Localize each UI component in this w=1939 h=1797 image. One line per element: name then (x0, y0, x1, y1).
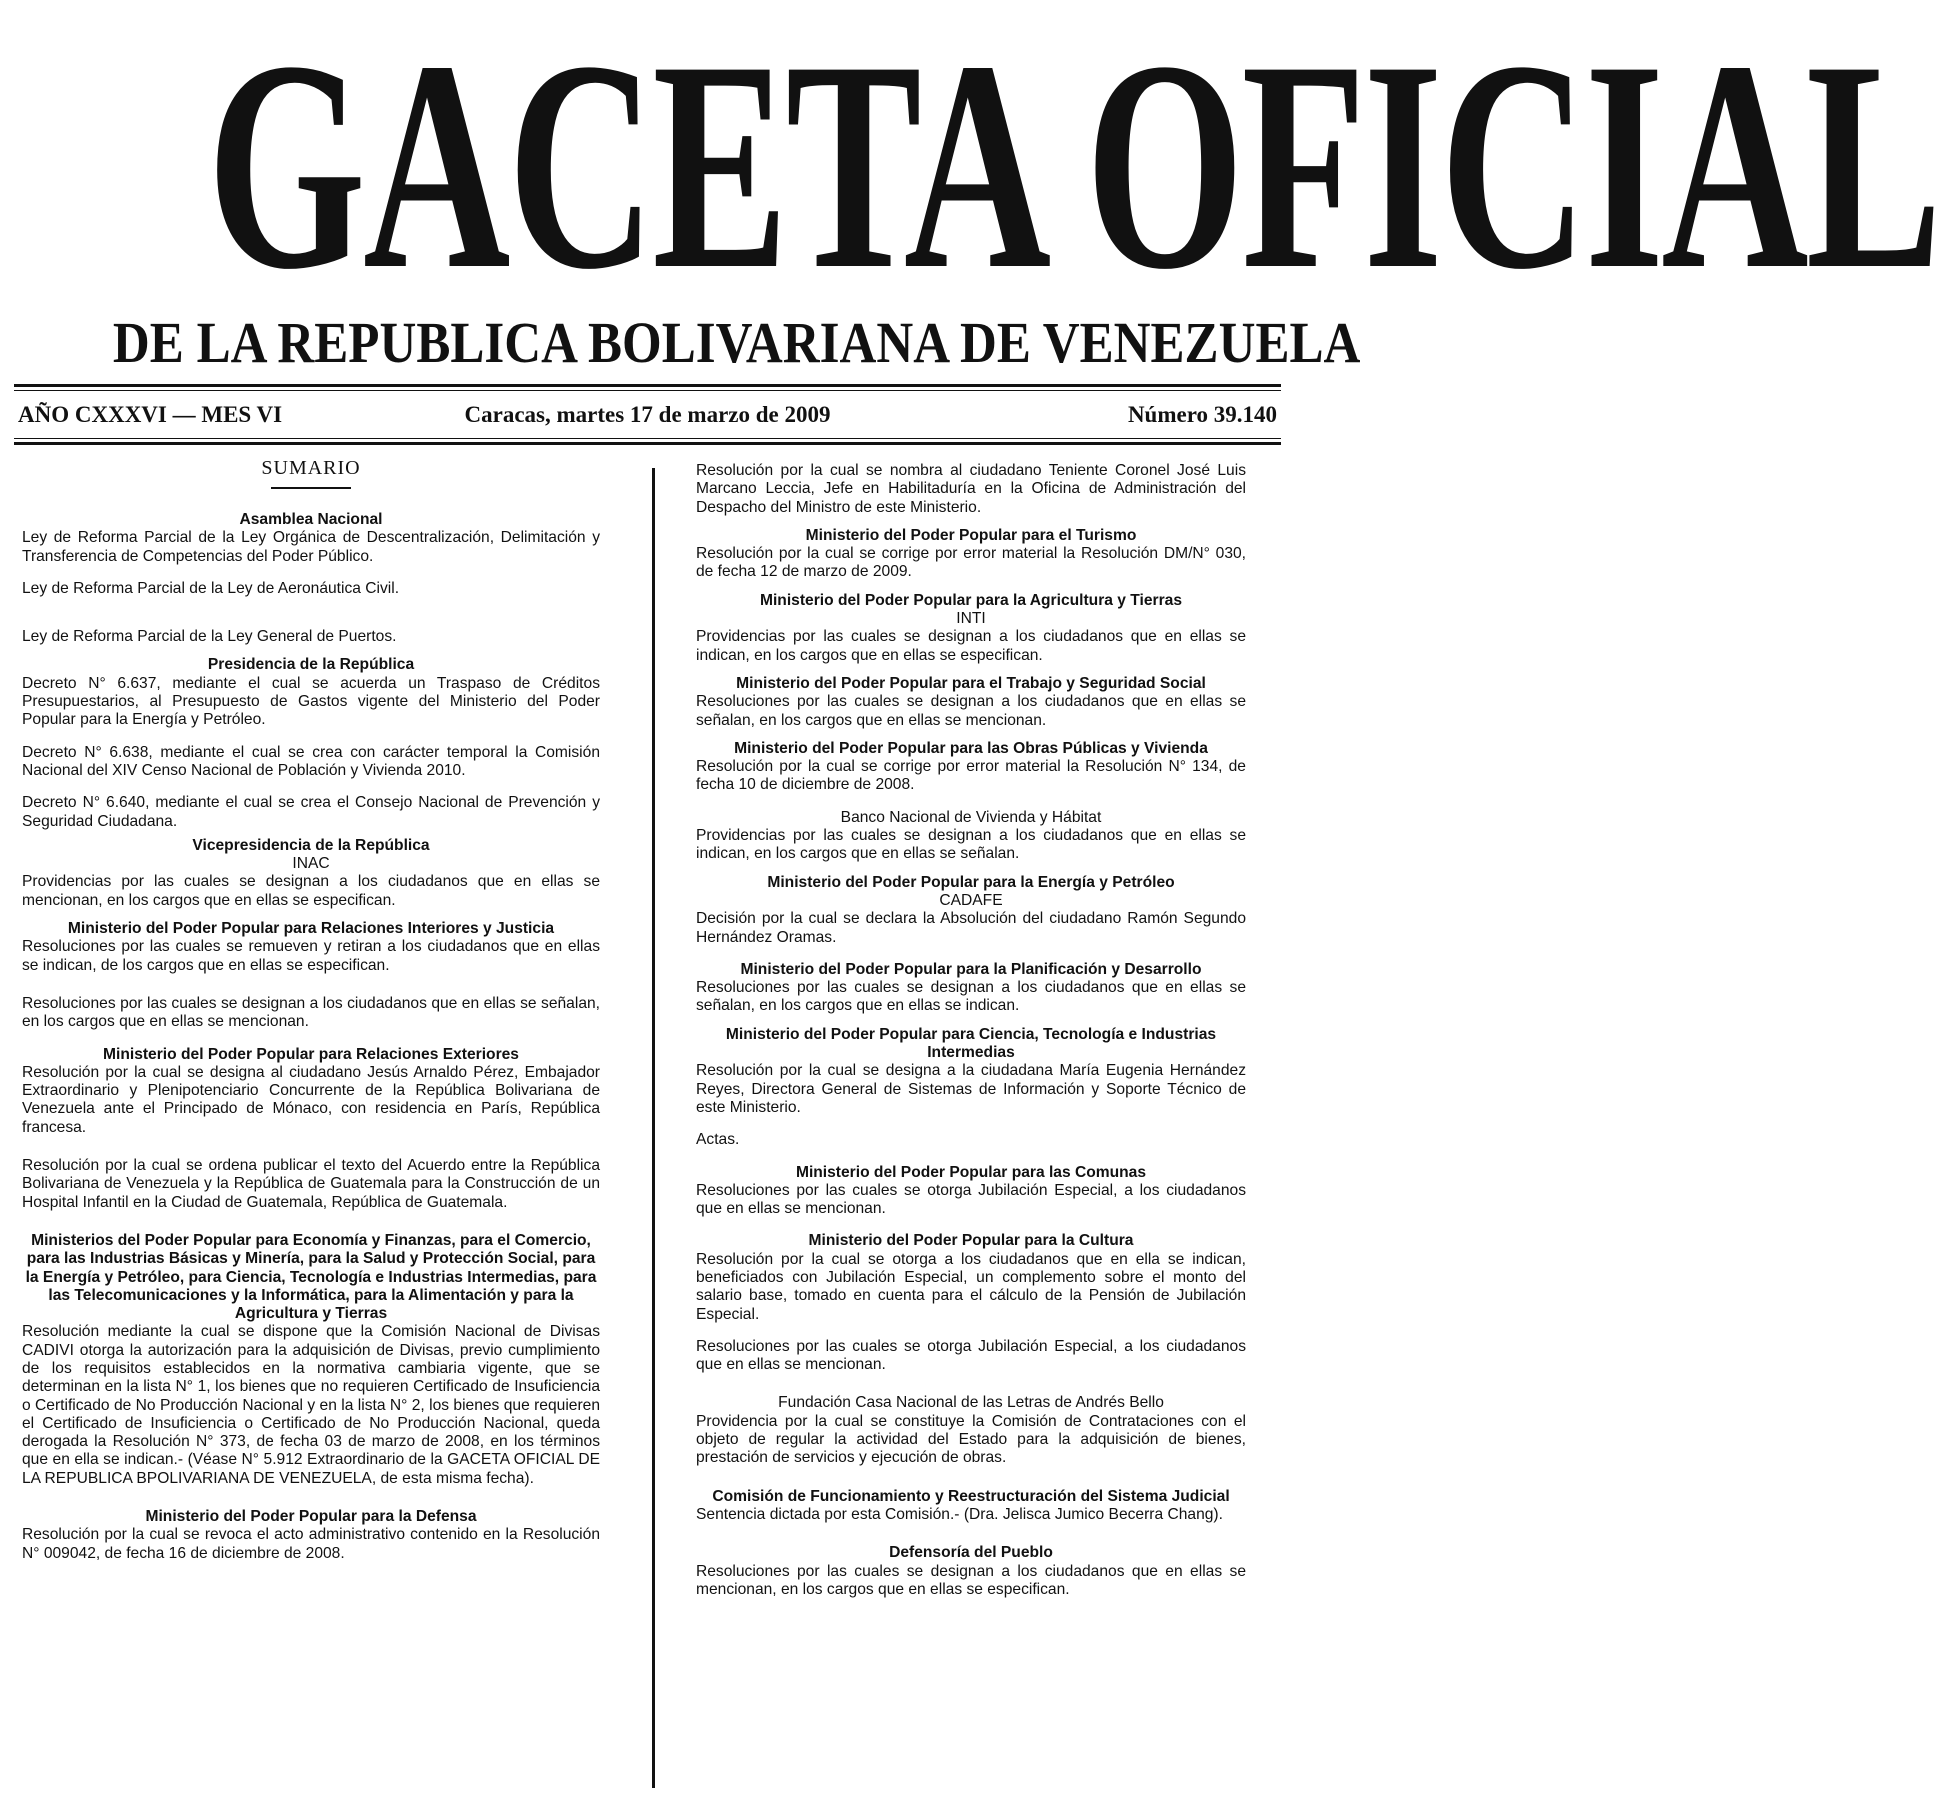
sumario-entry (22, 920, 600, 975)
sumario-entry (696, 675, 1246, 730)
entry-heading: Ministerio del Poder Popular para las Obras Públicas y Vivienda (734, 739, 1208, 757)
entry-heading: Ministerio del Poder Popular para las Comunas (795, 1163, 1147, 1181)
entry-text: Resolución por la cual se nombra al ciudadano Teniente Coronel José Luis Marcano Leccia, Jefe en Habilitaduría en la Oficina de Administración del Despacho del Ministro de este Ministerio. (696, 462, 1246, 516)
sumario-entry (696, 592, 1246, 665)
entry-text: Decreto N° 6.640, mediante el cual se crea el Consejo Nacional de Prevención y Seguridad Ciudadana. (22, 794, 600, 830)
sumario-entry (22, 837, 600, 910)
entry-heading: Ministerios del Poder Popular para Economía y Finanzas, para el Comercio, para las Industrias Básicas y Minería, para la Salud y Protección Social, para la Energía y Petróleo, para Ciencia, Tecnología e Industrias Intermedias, para las Telecomunicaciones y la Informática, para la Alimentación y para la Agricultura y Tierras (25, 1231, 597, 1323)
entry-text: Resoluciones por las cuales se designan a los ciudadanos que en ellas se señalan, en los cargos que en ellas se mencionan. (22, 994, 600, 1031)
entry-heading: Ministerio del Poder Popular para el Trabajo y Seguridad Social (736, 674, 1206, 692)
entry-heading: Ministerio del Poder Popular para Relaciones Exteriores (103, 1045, 519, 1063)
sumario-entry (22, 1157, 600, 1212)
entry-text: Sentencia dictada por esta Comisión.- (Dra. Jelisca Jumico Becerra Chang). (696, 1505, 1223, 1523)
sumario-right-column (696, 462, 1246, 1599)
sumario-entry (696, 1026, 1246, 1117)
entry-text: Resoluciones por las cuales se designan a los ciudadanos que en ellas se señalan, en los cargos que en ellas se mencionan. (696, 693, 1246, 729)
sumario-entry (22, 794, 600, 831)
place-date: Caracas, martes 17 de marzo de 2009 (464, 402, 831, 427)
sumario-entry (22, 1046, 600, 1137)
entry-heading: Ministerio del Poder Popular para la Cultura (808, 1232, 1134, 1250)
sumario-entry (22, 511, 600, 566)
entry-text: Resoluciones por las cuales se remueven y retiran a los ciudadanos que en ellas se indican, de los cargos que en ellas se especifican. (22, 938, 600, 974)
entry-text: Resoluciones por las cuales se designan a los ciudadanos que en ellas se señalan, en los cargos que en ellas se indican. (696, 979, 1246, 1015)
bottom-rule-thin (14, 438, 1281, 439)
entry-heading: Ministerio del Poder Popular para la Defensa (145, 1508, 477, 1526)
entry-text: Resolución mediante la cual se dispone que la Comisión Nacional de Divisas CADIVI otorga la autorización para la adquisición de Divisas, previo cumplimiento de los requisitos establecidos en la normativa cambiaria vigente, que se determinan en la lista N° 1, los bienes que no requieren Certificado de Insuficiencia o Certificado de No Producción Nacional y en la lista N° 2, los bienes que requieren el Certificado de Insuficiencia o Certificado de No Producción Nacional, queda derogada la Resolución N° 373, de fecha 03 de marzo de 2008, en los términos que en ella se indican.- (Véase N° 5.912 Extraordinario de la GACETA OFICIAL DE LA REPUBLICA BPOLIVARIANA DE VENEZUELA, de esta misma fecha). (22, 1323, 600, 1487)
entry-heading: Presidencia de la República (207, 656, 415, 674)
entry-text: Resolución por la cual se ordena publicar el texto del Acuerdo entre la República Bolivariana de Venezuela y la República de Guatemala para la Construcción de un Hospital Infantil en la Ciudad de Guatemala, República de Guatemala. (22, 1157, 600, 1211)
entry-text: Decisión por la cual se declara la Absolución del ciudadano Ramón Segundo Hernández Oramas. (696, 910, 1246, 946)
entry-heading: Ministerio del Poder Popular para la Agricultura y Tierras (759, 591, 1183, 609)
sumario-entry (696, 1232, 1246, 1323)
issue-number: Número 39.140 (1127, 402, 1277, 427)
entry-text: Providencias por las cuales se designan a los ciudadanos que en ellas se mencionan, en los cargos que en ellas se especifican. (22, 873, 600, 909)
entry-text: Providencia por la cual se constituye la Comisión de Contrataciones con el objeto de regular la actividad del Estado para la adquisición de bienes, prestación de servicios y ejecución de obras. (696, 1412, 1246, 1467)
sumario-entry (22, 1508, 600, 1563)
entry-text: Providencias por las cuales se designan a los ciudadanos que en ellas se indican, en los cargos que en ellas se señalan. (696, 827, 1246, 863)
sumario-entry (22, 628, 600, 646)
sumario-entry (696, 874, 1246, 947)
sumario-underline (271, 487, 351, 489)
sumario-title: SUMARIO (261, 457, 361, 479)
entry-text: Decreto N° 6.637, mediante el cual se acuerda un Traspaso de Créditos Presupuestarios, al Presupuesto de Gastos vigente del Ministerio del Poder Popular para la Energía y Petróleo. (22, 674, 600, 729)
entry-text: Providencias por las cuales se designan a los ciudadanos que en ellas se indican, en los cargos que en ellas se especifican. (696, 628, 1246, 664)
sumario-entry (22, 656, 600, 729)
entry-heading: Ministerio del Poder Popular para la Energía y Petróleo (767, 873, 1175, 891)
bottom-rule-thick (14, 442, 1281, 445)
entry-subheading: CADAFE (939, 891, 1003, 909)
entry-text: Resoluciones por las cuales se otorga Jubilación Especial, a los ciudadanos que en ellas se mencionan. (696, 1181, 1246, 1218)
dateline (14, 398, 1281, 432)
sumario-entry (696, 1544, 1246, 1599)
sumario-entry (696, 809, 1246, 864)
entry-text: Resolución por la cual se designa al ciudadano Jesús Arnaldo Pérez, Embajador Extraordinario y Plenipotenciario Concurrente de la República Bolivariana de Venezuela ante el Principado de Mónaco, con residencia en París, República francesa. (22, 1063, 600, 1136)
sumario-entry (696, 1131, 1246, 1149)
entry-text: Resolución por la cual se revoca el acto administrativo contenido en la Resolución N° 009042, de fecha 16 de diciembre de 2008. (22, 1526, 600, 1562)
sumario-entry (22, 1232, 600, 1488)
sumario-entry (696, 740, 1246, 795)
masthead-title: GACETA OFICIAL (207, 0, 1939, 331)
entry-heading: Ministerio del Poder Popular para Relaciones Interiores y Justicia (67, 920, 555, 938)
entry-text: Ley de Reforma Parcial de la Ley Orgánica de Descentralización, Delimitación y Transferencia de Competencias del Poder Público. (22, 529, 600, 565)
entry-subheading: Fundación Casa Nacional de las Letras de Andrés Bello (778, 1394, 1164, 1412)
top-rule-thick (14, 384, 1281, 387)
year-month: AÑO CXXXVI — MES VI (18, 402, 283, 427)
entry-subheading: Banco Nacional de Vivienda y Hábitat (840, 808, 1102, 826)
sumario-entry (696, 1394, 1246, 1467)
sumario-entry (696, 527, 1246, 582)
sumario-entry (22, 995, 600, 1032)
sumario-left-column (22, 455, 600, 1563)
entry-text: Resolución por la cual se corrige por error material la Resolución N° 134, de fecha 10 de diciembre de 2008. (696, 758, 1246, 794)
entry-text: Actas. (696, 1131, 740, 1149)
sumario-entry (696, 961, 1246, 1016)
sumario-entry (22, 744, 600, 781)
column-divider (652, 468, 655, 1788)
entry-text: Resolución por la cual se otorga a los ciudadanos que en ella se indican, beneficiados con Jubilación Especial, un complemento sobre el monto del salario base, tomado en cuenta para el cálculo de la Pensión de Jubilación Especial. (696, 1250, 1246, 1323)
entry-text: Resolución por la cual se corrige por error material la Resolución DM/N° 030, de fecha 12 de marzo de 2009. (696, 545, 1246, 581)
entry-heading: Defensoría del Pueblo (889, 1544, 1053, 1562)
entry-text: Ley de Reforma Parcial de la Ley General de Puertos. (22, 628, 397, 646)
masthead-subtitle: DE LA REPUBLICA BOLIVARIANA DE VENEZUELA (112, 310, 1361, 375)
entry-heading: Comisión de Funcionamiento y Reestructuración del Sistema Judicial (712, 1487, 1230, 1505)
sumario-entry (696, 462, 1246, 517)
entry-text: Decreto N° 6.638, mediante el cual se crea con carácter temporal la Comisión Nacional del XIV Censo Nacional de Población y Vivienda 2010. (22, 743, 600, 779)
entry-text: Resoluciones por las cuales se otorga Jubilación Especial, a los ciudadanos que en ellas se mencionan. (696, 1337, 1246, 1374)
entry-subheading: INTI (956, 610, 986, 628)
sumario-entry (696, 1488, 1246, 1525)
sumario-entry (696, 1338, 1246, 1375)
entry-heading: Ministerio del Poder Popular para la Planificación y Desarrollo (740, 960, 1202, 978)
entry-heading: Ministerio del Poder Popular para el Turismo (805, 526, 1137, 544)
sumario-entry (696, 1164, 1246, 1219)
entry-heading: Ministerio del Poder Popular para Ciencia, Tecnología e Industrias Intermedias (725, 1025, 1217, 1062)
sumario-entry (22, 580, 600, 598)
entry-text: Ley de Reforma Parcial de la Ley de Aeronáutica Civil. (22, 579, 400, 597)
entry-text: Resoluciones por las cuales se designan a los ciudadanos que en ellas se mencionan, en los cargos que en ellas se especifican. (696, 1562, 1246, 1598)
entry-heading: Asamblea Nacional (239, 511, 383, 528)
entry-heading: Vicepresidencia de la República (192, 836, 430, 854)
entry-text: Resolución por la cual se designa a la ciudadana María Eugenia Hernández Reyes, Directora General de Sistemas de Información y Soporte Técnico de este Ministerio. (696, 1062, 1246, 1116)
top-rule-thin (14, 390, 1281, 391)
entry-subheading: INAC (292, 855, 330, 873)
